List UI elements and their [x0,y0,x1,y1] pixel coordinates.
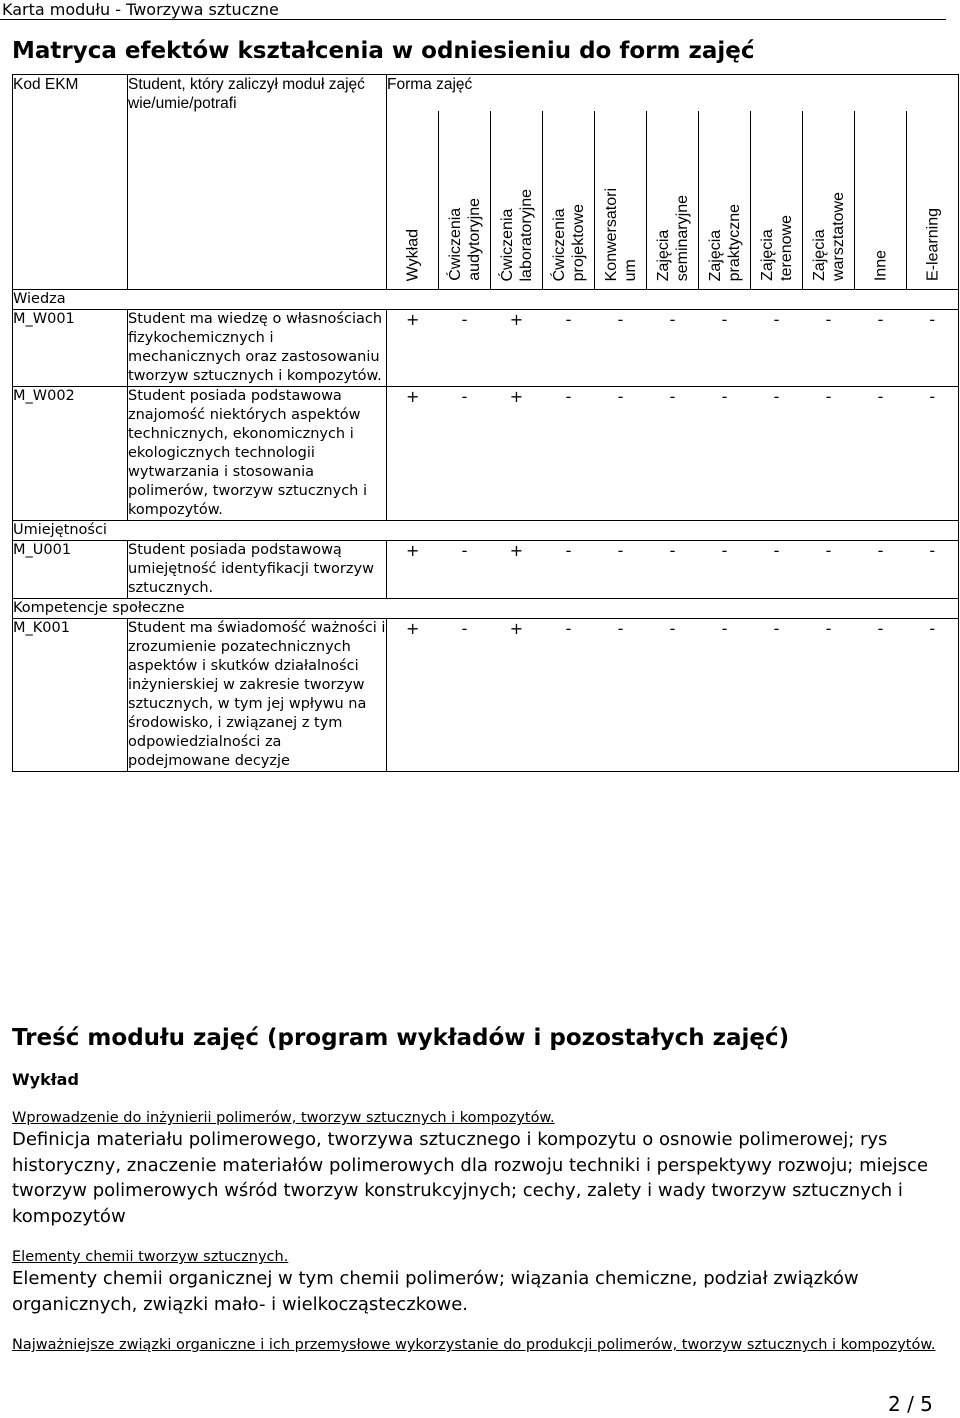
form-mark: - [647,541,699,599]
learning-outcome-text: Student ma świadomość ważności i zrozumienie pozatechnicznych aspektów i skutków działalności inżynierskiej w zakresie tworzyw sztucznych, w tym jej wpływu na środowisko, i związanej z tym odpowiedzialności za podejmowane decyzje [128,619,387,772]
form-mark: - [439,619,491,772]
topic-title: Wprowadzenie do inżynierii polimerów, tworzyw sztucznych i kompozytów. [12,1110,555,1126]
form-mark: - [647,387,699,521]
matrix-title: Matryca efektów kształcenia w odniesieniu do form zajęć [12,38,755,64]
form-mark: - [699,619,751,772]
form-header-label: Zajęcia terenowe [758,215,795,281]
learning-outcome-text: Student posiada podstawowa znajomość niektórych aspektów technicznych, ekonomicznych i ekologicznych technologii wytwarzania i stosowania polimerów, tworzyw sztucznych i kompozytów. [128,387,387,521]
form-mark: + [387,387,439,521]
form-mark: + [387,310,439,387]
form-header-cell [907,111,959,290]
table-row [13,387,959,521]
form-header-cell [647,111,699,290]
form-mark: - [595,310,647,387]
form-mark: - [595,541,647,599]
learning-outcome-text: Student ma wiedzę o własnościach fizykochemicznych i mechanicznych oraz zastosowaniu tworzyw sztucznych i kompozytów. [128,310,387,387]
ekm-code: M_K001 [13,619,128,772]
table-row [13,619,959,772]
form-header-cell [699,111,751,290]
form-header-label: Wykład [404,228,421,281]
form-header-cell [491,111,543,290]
form-mark: - [751,387,803,521]
lecture-subheading: Wykład [12,1070,79,1089]
form-mark: - [803,310,855,387]
topic-block [12,1336,952,1354]
form-mark: - [803,619,855,772]
form-header-label: Zajęcia praktyczne [706,203,743,281]
form-mark: - [855,541,907,599]
form-mark: + [491,310,543,387]
header-rule [0,19,946,20]
table-row [13,541,959,599]
table-row [13,310,959,387]
form-mark: - [699,387,751,521]
form-mark: - [907,541,959,599]
form-mark: + [387,541,439,599]
section-row [13,290,959,310]
form-mark: - [751,619,803,772]
form-header-label: Ćwiczenia laboratoryjne [498,188,535,281]
section-label: Umiejętności [13,521,959,541]
form-mark: - [803,541,855,599]
form-header-cell [855,111,907,290]
form-mark: + [491,619,543,772]
form-header-label: Inne [872,249,889,281]
form-header-label: E-learning [924,208,941,281]
form-mark: - [647,619,699,772]
matrix-header-row [13,75,959,112]
form-mark: - [647,310,699,387]
topic-block [12,1248,952,1317]
page-number: 2 / 5 [888,1392,933,1416]
learning-outcome-text: Student posiada podstawową umiejętność identyfikacji tworzyw sztucznych. [128,541,387,599]
form-mark: - [855,310,907,387]
section-row [13,599,959,619]
topic-block [12,1109,952,1229]
ekm-code: M_U001 [13,541,128,599]
form-mark: - [907,310,959,387]
form-header-label: Ćwiczenia projektowe [550,203,587,281]
col-header-student: Student, który zaliczył moduł zajęć wie/umie/potrafi [128,75,387,290]
col-header-forms: Forma zajęć [387,75,959,112]
form-mark: - [439,387,491,521]
section-label: Wiedza [13,290,959,310]
form-mark: + [387,619,439,772]
form-mark: - [543,541,595,599]
content-heading: Treść modułu zajęć (program wykładów i pozostałych zajęć) [12,1025,790,1051]
col-header-code: Kod EKM [13,75,128,290]
topic-description: Definicja materiału polimerowego, tworzywa sztucznego i kompozytu o osnowie polimerowej; rys historyczny, znaczenie materiałów polimerowych dla rozwoju techniki i perspektywy rozwoju; miejsce tworzyw polimerowych wśród tworzyw konstrukcyjnych; cechy, zalety i wady tworzyw sztucznych i kompozytów [12,1129,929,1227]
section-row [13,521,959,541]
form-header-label: Konwersatori um [602,187,639,281]
form-header-cell [803,111,855,290]
form-header-label: Zajęcia warsztatowe [810,192,847,281]
form-header-cell [387,111,439,290]
topic-description: Elementy chemii organicznej w tym chemii polimerów; wiązania chemiczne, podział związków organicznych, związki mało- i wielkocząsteczkowe. [12,1268,859,1315]
form-header-cell [543,111,595,290]
ekm-code: M_W001 [13,310,128,387]
form-mark: - [699,541,751,599]
topic-title: Najważniejsze związki organiczne i ich przemysłowe wykorzystanie do produkcji polimerów, tworzyw sztucznych i kompozytów. [12,1337,936,1353]
form-header-label: Ćwiczenia audytoryjne [446,198,483,281]
form-header-cell [595,111,647,290]
form-header-cell [751,111,803,290]
form-mark: - [907,619,959,772]
form-mark: - [803,387,855,521]
form-mark: - [439,541,491,599]
document-header-title: Karta modułu - Tworzywa sztuczne [2,0,279,19]
form-mark: - [907,387,959,521]
form-mark: - [699,310,751,387]
effects-matrix-table [12,74,959,772]
topic-title: Elementy chemii tworzyw sztucznych. [12,1249,289,1265]
form-mark: - [439,310,491,387]
form-mark: - [543,387,595,521]
topics-list [12,1109,952,1354]
form-header-cell [439,111,491,290]
form-mark: - [595,619,647,772]
form-header-label: Zajęcia seminaryjne [654,194,691,281]
form-mark: + [491,387,543,521]
form-mark: + [491,541,543,599]
form-mark: - [751,541,803,599]
form-mark: - [855,619,907,772]
module-content-section [12,1022,952,1354]
form-mark: - [595,387,647,521]
section-label: Kompetencje społeczne [13,599,959,619]
ekm-code: M_W002 [13,387,128,521]
form-mark: - [543,619,595,772]
form-mark: - [855,387,907,521]
form-mark: - [543,310,595,387]
form-mark: - [751,310,803,387]
